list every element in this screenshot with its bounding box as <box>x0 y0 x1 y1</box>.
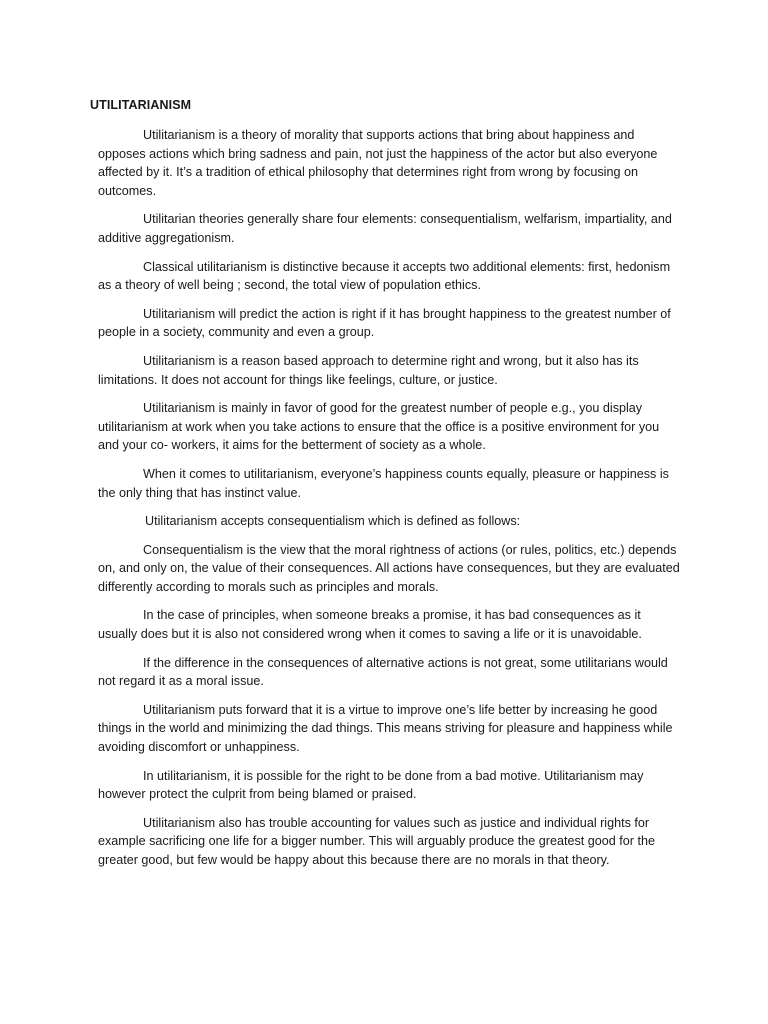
paragraph-9: Consequentialism is the view that the moral rightness of actions (or rules, politics, etc.) depends on, and only on, the value of their consequences. All actions have consequences, but they are evaluated differently according to morals such as principles and morals. <box>98 542 680 594</box>
paragraph-1: Utilitarianism is a theory of morality that supports actions that bring about happiness and opposes actions which bring sadness and pain, not just the happiness of the actor but also everyone affected by it. It’s a tradition of ethical philosophy that determines right from wrong by focusing on outcomes. <box>98 128 658 198</box>
document-page <box>90 96 682 880</box>
paragraph-5: Utilitarianism is a reason based approach to determine right and wrong, but it also has its limitations. It does not account for things like feelings, culture, or justice. <box>98 353 639 387</box>
paragraph-3: Classical utilitarianism is distinctive because it accepts two additional elements: first, hedonism as a theory of well being ; second, the total view of population ethics. <box>98 259 671 293</box>
paragraph-13: In utilitarianism, it is possible for the right to be done from a bad motive. Utilitarianism may however protect the culprit from being blamed or praised. <box>98 768 644 802</box>
document-body <box>90 126 682 870</box>
paragraph-6: Utilitarianism is mainly in favor of good for the greatest number of people e.g., you display utilitarianism at work when you take actions to ensure that the office is a positive environment for you and your co- workers, it aims for the betterment of society as a whole. <box>98 401 660 453</box>
paragraph-4: Utilitarianism will predict the action is right if it has brought happiness to the greatest number of people in a society, community and even a group. <box>98 306 671 340</box>
paragraph-12: Utilitarianism puts forward that it is a virtue to improve one’s life better by increasing he good things in the world and minimizing the dad things. This means striving for pleasure and happiness while avoiding discomfort or unhappiness. <box>98 702 673 755</box>
paragraph-10: In the case of principles, when someone breaks a promise, it has bad consequences as it usually does but it is also not considered wrong when it comes to saving a life or it is unavoidable. <box>98 608 642 642</box>
paragraph-14: Utilitarianism also has trouble accounting for values such as justice and individual rights for example sacrificing one life for a bigger number. This will arguably produce the greatest good for the greater good, but few would be happy about this because there are no morals in that theory. <box>98 815 656 867</box>
document-title: UTILITARIANISM <box>90 98 192 112</box>
paragraph-7: When it comes to utilitarianism, everyone’s happiness counts equally, pleasure or happiness is the only thing that has instinct value. <box>98 466 669 500</box>
paragraph-11: If the difference in the consequences of alternative actions is not great, some utilitarians would not regard it as a moral issue. <box>98 655 668 689</box>
paragraph-8: Utilitarianism accepts consequentialism which is defined as follows: <box>145 514 521 529</box>
paragraph-2: Utilitarian theories generally share four elements: consequentialism, welfarism, impartiality, and additive aggregationism. <box>98 212 672 245</box>
